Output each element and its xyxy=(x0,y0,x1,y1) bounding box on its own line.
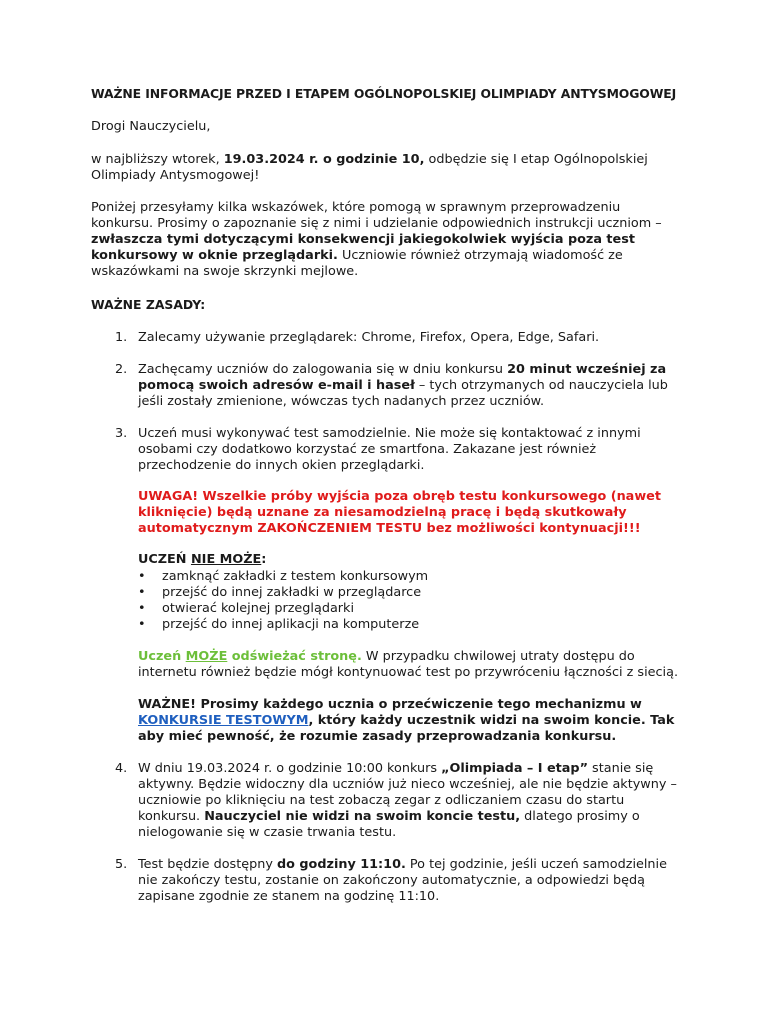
rule-5-text-a: Test będzie dostępny xyxy=(138,857,277,872)
instructions-text-a: Poniżej przesyłamy kilka wskazówek, które pomogą w sprawnym przeprowadzeniu konkursu. Prosimy o zapoznanie się z nimi i udzielanie odpowiednich instrukcji uczniom – xyxy=(91,200,662,231)
list-item-text: zamknąć zakładki z testem konkursowym xyxy=(162,569,429,584)
rule-text xyxy=(138,857,681,905)
cannot-list xyxy=(138,569,681,633)
rule-number: 1. xyxy=(115,330,128,345)
rule-text xyxy=(138,362,681,410)
list-item-text: przejść do innej aplikacji na komputerze xyxy=(162,617,420,632)
can-text-a: Uczeń xyxy=(138,649,186,664)
rule-4-emphasis: Nauczyciel nie widzi na swoim koncie testu, xyxy=(204,809,521,824)
instructions-paragraph xyxy=(91,200,681,280)
can-paragraph xyxy=(138,649,681,681)
cannot-heading-c: : xyxy=(261,552,267,567)
rule-4-text-e: dlatego prosimy o nielogowanie się w czasie trwania testu. xyxy=(138,809,640,840)
list-item-text: otwierać kolejnej przeglądarki xyxy=(162,601,355,616)
important-text-b: , który każdy uczestnik widzi na swoim koncie. Tak aby mieć pewność, że rozumie zasady przeprowadzania konkursu. xyxy=(138,713,675,744)
rule-4-text-a: W dniu 19.03.2024 r. o godzinie 10:00 konkurs xyxy=(138,761,442,776)
document-title: WAŻNE INFORMACJE PRZED I ETAPEM OGÓLNOPOLSKIEJ OLIMPIADY ANTYSMOGOWEJ xyxy=(91,86,677,101)
rule-text: Zalecamy używanie przeglądarek: Chrome, Firefox, Opera, Edge, Safari. xyxy=(138,330,600,345)
instructions-text-c: Uczniowie również otrzymają wiadomość ze wskazówkami na swoje skrzynki mejlowe. xyxy=(91,248,623,279)
list-item xyxy=(138,585,681,601)
warning-text: UWAGA! Wszelkie próby wyjścia poza obręb testu konkursowego (nawet kliknięcie) będą uznane za niesamodzielną pracę i będą skutkowały automatycznym ZAKOŃCZENIEM TESTU bez możliwości kontynuacji!!! xyxy=(138,489,661,536)
cannot-heading-b: NIE MOŻE xyxy=(190,552,262,567)
list-item xyxy=(138,601,681,617)
list-item xyxy=(138,569,681,585)
rule-2-text-a: Zachęcamy uczniów do zalogowania się w dniu konkursu xyxy=(138,362,508,377)
instructions-emphasis: zwłaszcza tymi dotyczącymi konsekwencji jakiegokolwiek wyjścia poza test konkursowy w oknie przeglądarki. xyxy=(91,232,635,263)
bullet-icon: • xyxy=(138,601,146,616)
rule-number: 3. xyxy=(115,426,128,441)
rule-5-text-c: Po tej godzinie, jeśli uczeń samodzielnie nie zakończy testu, zostanie on zakończony automatycznie, a odpowiedzi będą zapisane zgodnie ze stanem na godzinę 11:10. xyxy=(138,857,667,904)
can-text-c: odświeżać stronę. xyxy=(227,649,362,664)
can-text-b: MOŻE xyxy=(185,649,228,664)
rule-4-text-c: stanie się aktywny. Będzie widoczny dla uczniów już nieco wcześniej, ale nie będzie aktywny – uczniowie po kliknięciu na test zobaczą zegar z odliczaniem czasu do startu konkursu. xyxy=(138,761,677,824)
rule-4-contest-name: „Olimpiada – I etap” xyxy=(441,761,588,776)
rule-text: Uczeń musi wykonywać test samodzielnie. Nie może się kontaktować z innymi osobami czy dodatkowo korzystać ze smartfona. Zakazane jest również przechodzenie do innych okien przeglądarki. xyxy=(138,426,641,473)
test-contest-link[interactable]: KONKURSIE TESTOWYM xyxy=(138,713,309,728)
intro-date: 19.03.2024 r. o godzinie 10, xyxy=(223,152,425,167)
rule-item-4 xyxy=(91,761,681,841)
rule-item-1 xyxy=(91,330,681,346)
rule-text xyxy=(138,761,681,841)
important-paragraph xyxy=(138,697,681,745)
cannot-heading-a: UCZEŃ xyxy=(138,552,191,567)
rules-heading: WAŻNE ZASADY: xyxy=(91,297,206,312)
list-item xyxy=(138,617,681,633)
list-item-text: przejść do innej zakładki w przeglądarce xyxy=(162,585,422,600)
rule-2-emphasis: 20 minut wcześniej za pomocą swoich adresów e-mail i haseł xyxy=(138,362,667,393)
cannot-heading xyxy=(138,552,681,568)
rule-5-emphasis: do godziny 11:10. xyxy=(276,857,406,872)
rule-number: 5. xyxy=(115,857,128,872)
bullet-icon: • xyxy=(138,617,146,632)
rule-item-2 xyxy=(91,362,681,410)
intro-text-a: w najbliższy wtorek, xyxy=(91,152,224,167)
important-text-a: WAŻNE! Prosimy każdego ucznia o przećwiczenie tego mechanizmu w xyxy=(138,697,642,712)
intro-paragraph xyxy=(91,152,681,184)
rule-2-text-c: – tych otrzymanych od nauczyciela lub jeśli zostały zmienione, wówczas tych nadanych przez uczniów. xyxy=(138,378,668,409)
can-text-d: W przypadku chwilowej utraty dostępu do internetu również będzie mógł kontynuować test po przywróceniu łączności z siecią. xyxy=(138,649,679,680)
rule-item-3 xyxy=(91,426,681,745)
bullet-icon: • xyxy=(138,569,146,584)
bullet-icon: • xyxy=(138,585,146,600)
intro-text-c: odbędzie się I etap Ogólnopolskiej Olimpiady Antysmogowej! xyxy=(91,152,648,183)
greeting: Drogi Nauczycielu, xyxy=(91,119,211,134)
rule-item-5 xyxy=(91,857,681,905)
rule-number: 2. xyxy=(115,362,128,377)
rule-number: 4. xyxy=(115,761,128,776)
document-page xyxy=(91,86,681,921)
